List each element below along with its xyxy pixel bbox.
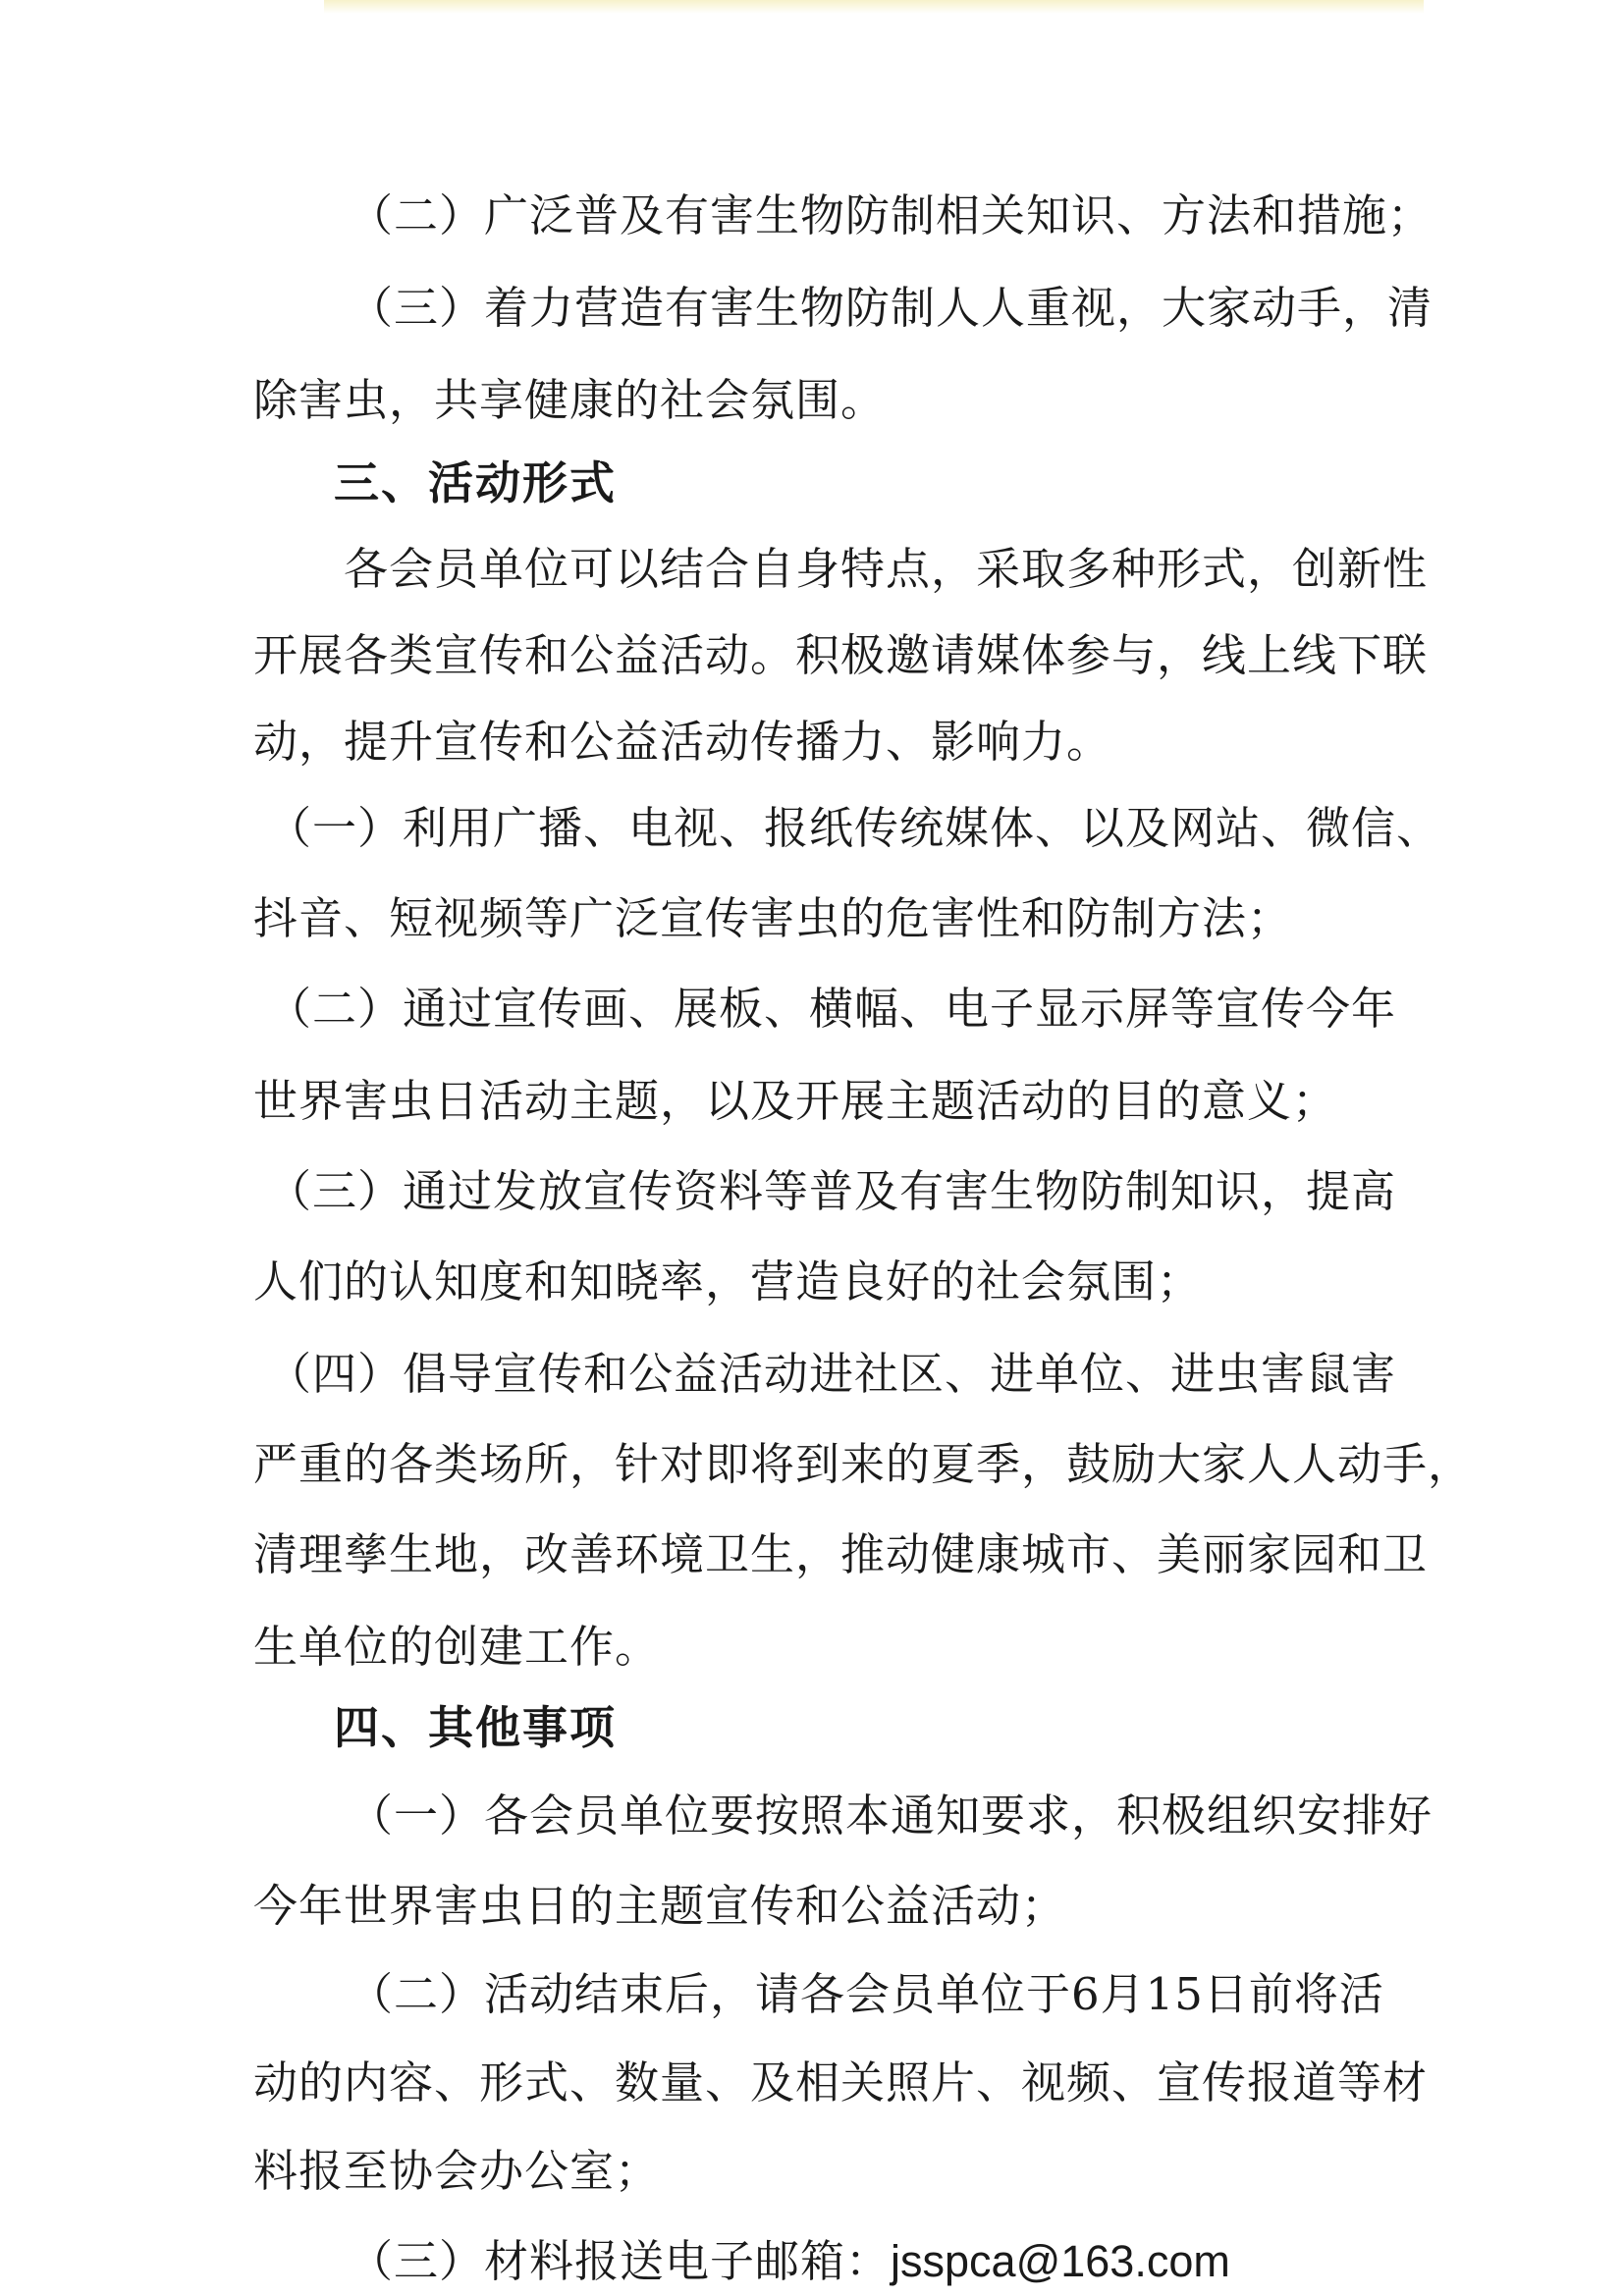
paragraph-line-11: 世界害虫日活动主题，以及开展主题活动的目的意义； <box>253 1075 1338 1127</box>
paragraph-line-5: 各会员单位可以结合自身特点，采取多种形式，创新性 <box>344 543 1429 595</box>
paragraph-line-22: 动的内容、形式、数量、及相关照片、视频、宣传报道等材 <box>253 2056 1429 2109</box>
email-label: （三）材料报送电子邮箱： <box>349 2235 892 2287</box>
paragraph-line-20: 今年世界害虫日的主题宣传和公益活动； <box>253 1880 1067 1932</box>
paragraph-line-17: 生单位的创建工作。 <box>253 1621 661 1673</box>
section-heading-other-matters: 四、其他事项 <box>334 1701 617 1754</box>
paragraph-line-10: （二）通过宣传画、展板、横幅、电子显示屏等宣传今年 <box>267 983 1397 1035</box>
paragraph-line-9: 抖音、短视频等广泛宣传害虫的危害性和防制方法； <box>253 892 1293 944</box>
page-top-stain <box>324 0 1424 14</box>
paragraph-line-15: 严重的各类场所，针对即将到来的夏季，鼓励大家人人动手， <box>253 1438 1474 1490</box>
email-address: jsspca@163.com <box>891 2236 1230 2286</box>
section-heading-activity-form: 三、活动形式 <box>334 456 617 509</box>
paragraph-line-2: （三）着力营造有害生物防制人人重视，大家动手，清 <box>349 282 1434 334</box>
paragraph-line-21: （二）活动结束后，请各会员单位于6月15日前将活 <box>349 1968 1384 2020</box>
paragraph-line-23: 料报至协会办公室； <box>253 2145 661 2197</box>
paragraph-line-12: （三）通过发放宣传资料等普及有害生物防制知识，提高 <box>267 1165 1397 1217</box>
paragraph-line-8: （一）利用广播、电视、报纸传统媒体、以及网站、微信、 <box>267 802 1442 854</box>
paragraph-line-24 <box>349 2230 1230 2293</box>
paragraph-line-19: （一）各会员单位要按照本通知要求，积极组织安排好 <box>349 1789 1434 1842</box>
paragraph-line-13: 人们的认知度和知晓率，营造良好的社会氛围； <box>253 1255 1203 1308</box>
paragraph-line-16: 清理孳生地，改善环境卫生，推动健康城市、美丽家园和卫 <box>253 1528 1429 1580</box>
paragraph-line-14: （四）倡导宣传和公益活动进社区、进单位、进虫害鼠害 <box>267 1348 1397 1400</box>
paragraph-line-3: 除害虫，共享健康的社会氛围。 <box>253 374 887 426</box>
paragraph-line-7: 动，提升宣传和公益活动传播力、影响力。 <box>253 716 1112 768</box>
paragraph-line-6: 开展各类宣传和公益活动。积极邀请媒体参与，线上线下联 <box>253 629 1429 681</box>
paragraph-line-1: （二）广泛普及有害生物防制相关知识、方法和措施； <box>349 189 1434 241</box>
